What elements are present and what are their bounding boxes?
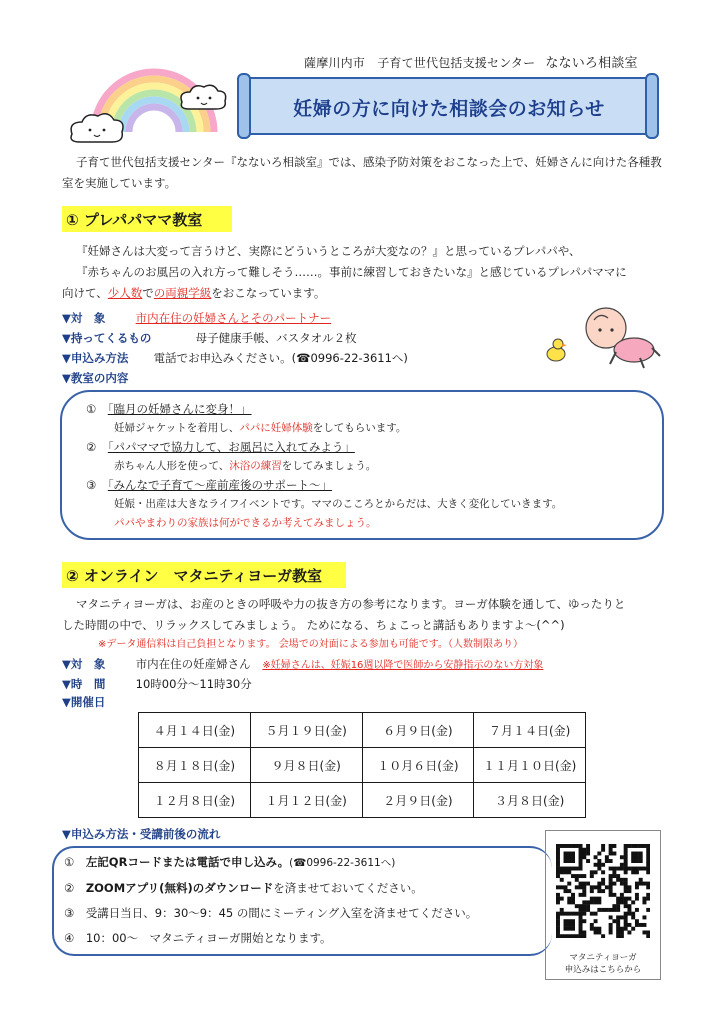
- date-cell: ２月９日(金): [362, 783, 474, 818]
- s1-bring-row: ▼持ってくるもの 母子健康手帳、バスタオル２枚: [62, 331, 357, 345]
- date-cell: ６月９日(金): [362, 713, 474, 748]
- content-item-3-desc2: パパやまわりの家族は何ができるか考えてみましょう。: [114, 517, 377, 529]
- s1-bring-value: 母子健康手帳、バスタオル２枚: [195, 331, 357, 345]
- table-row: [139, 713, 586, 748]
- flow-step-2: ② ZOOMアプリ(無料)のダウンロードを済ませておいてください。: [64, 881, 423, 895]
- section2-line1: マタニティヨーガは、お産のときの呼吸や力の抜き方の参考になります。ヨーガ体験を通して、ゆったりと: [76, 597, 626, 611]
- qr-code[interactable]: [556, 844, 650, 938]
- content-item-2: ② 「パパママで協力して、お風呂に入れてみよう」: [86, 440, 355, 454]
- date-cell: ３月８日(金): [474, 783, 586, 818]
- s2-target-row: ▼対 象 市内在住の妊産婦さん ※妊婦さんは、妊娠16週以降で医師から安静指示のない方対象: [62, 657, 544, 671]
- content-item-1-desc: 妊婦ジャケットを着用し、パパに妊婦体験をしてもらいます。: [114, 422, 407, 434]
- class-content-list: [86, 400, 562, 533]
- s1-target-value: 市内在住の妊婦さんとそのパートナー: [135, 311, 332, 325]
- intro-text: 子育て世代包括支援センター『なないろ相談室』では、感染予防対策をおこなった上で、妊婦さんに向けた各種教室を実施しています。: [62, 155, 662, 190]
- s1-apply-row: ▼申込み方法 電話でお申込みください。(☎0996-22-3611へ): [62, 351, 408, 365]
- date-cell: ５月１９日(金): [250, 713, 362, 748]
- s2-time-row: ▼時 間 10時00分～11時30分: [62, 677, 252, 691]
- s1-apply-value: 電話でお申込みください。(☎0996-22-3611へ): [153, 351, 408, 365]
- date-cell: １１月１０日(金): [474, 748, 586, 783]
- s1-target-row: ▼対 象 市内在住の妊婦さんとそのパートナー: [62, 311, 332, 325]
- crawling-baby-illustration: [540, 300, 664, 372]
- date-cell: １０月６日(金): [362, 748, 474, 783]
- office-name: なないろ相談室: [545, 56, 638, 71]
- section2-heading: ② オンライン マタニティヨーガ教室: [62, 562, 346, 588]
- table-row: [139, 783, 586, 818]
- s2-target-value: 市内在住の妊産婦さん: [135, 657, 251, 671]
- content-item-3: ③ 「みんなで子育て～産前産後のサポート～」: [86, 478, 333, 492]
- content-item-2-desc: 赤ちゃん人形を使って、沐浴の練習をしてみましょう。: [114, 460, 377, 472]
- s2-target-note: ※妊婦さんは、妊娠16週以降で医師から安静指示のない方対象: [262, 660, 544, 671]
- section1-line2: 『赤ちゃんのお風呂の入れ方って難しそう……。事前に練習しておきたいな』と感じているプレパパママに: [76, 265, 627, 279]
- section1-line3: 向けて、少人数での両親学級をおこなっています。: [62, 286, 326, 300]
- content-item-1: ① 「臨月の妊婦さんに変身！」: [86, 402, 252, 416]
- s2-time-value: 10時00分～11時30分: [135, 677, 252, 691]
- organization-name: 薩摩川内市 子育て世代包括支援センター なないろ相談室: [304, 56, 638, 71]
- s2-dates-label: ▼開催日: [62, 695, 106, 709]
- date-cell: １２月８日(金): [139, 783, 251, 818]
- qr-caption: マタニティヨーガ 申込みはこちらから: [564, 953, 642, 975]
- section2-line2: した時間の中で、リラックスしてみましょう。 ためになる、ちょこっと講話もありますよ～(^^): [62, 618, 565, 632]
- section1-paragraph: [62, 241, 666, 304]
- date-cell: ８月１８日(金): [139, 748, 251, 783]
- rainbow-cloud-illustration: [64, 52, 234, 148]
- flow-step-1: ① 左記QRコードまたは電話で申し込み。(☎0996-22-3611へ): [64, 855, 396, 869]
- page-title: 妊婦の方に向けた相談会のお知らせ: [293, 97, 605, 120]
- schedule-table: [138, 712, 586, 818]
- date-cell: １月１２日(金): [250, 783, 362, 818]
- date-cell: ７月１４日(金): [474, 713, 586, 748]
- s1-content-label: ▼教室の内容: [62, 371, 129, 385]
- flow-step-3: ③ 受講日当日、9：30～9：45 の間にミーティング入室を済ませてください。: [64, 906, 478, 920]
- section2-paragraph: [62, 594, 666, 654]
- table-row: [139, 748, 586, 783]
- section2-note: ※データ通信料は自己負担となります。 会場での対面による参加も可能です。（人数制限あり）: [98, 639, 523, 650]
- section1-heading: ① プレパパママ教室: [62, 206, 232, 232]
- flow-label: ▼申込み方法・受講前後の流れ: [62, 827, 221, 841]
- content-item-3-desc: 妊娠・出産は大きなライフイベントです。ママのこころとからだは、大きく変化していきます。: [114, 498, 563, 510]
- flow-step-4: ④ 10：00～ マタニティヨーガ開始となります。: [64, 931, 332, 945]
- flow-steps: [64, 850, 477, 951]
- date-cell: ９月８日(金): [250, 748, 362, 783]
- section1-line1: 『妊婦さんは大変って言うけど、実際にどういうところが大変なの？』と思っているプレパパや、: [76, 244, 581, 258]
- date-cell: ４月１４日(金): [139, 713, 251, 748]
